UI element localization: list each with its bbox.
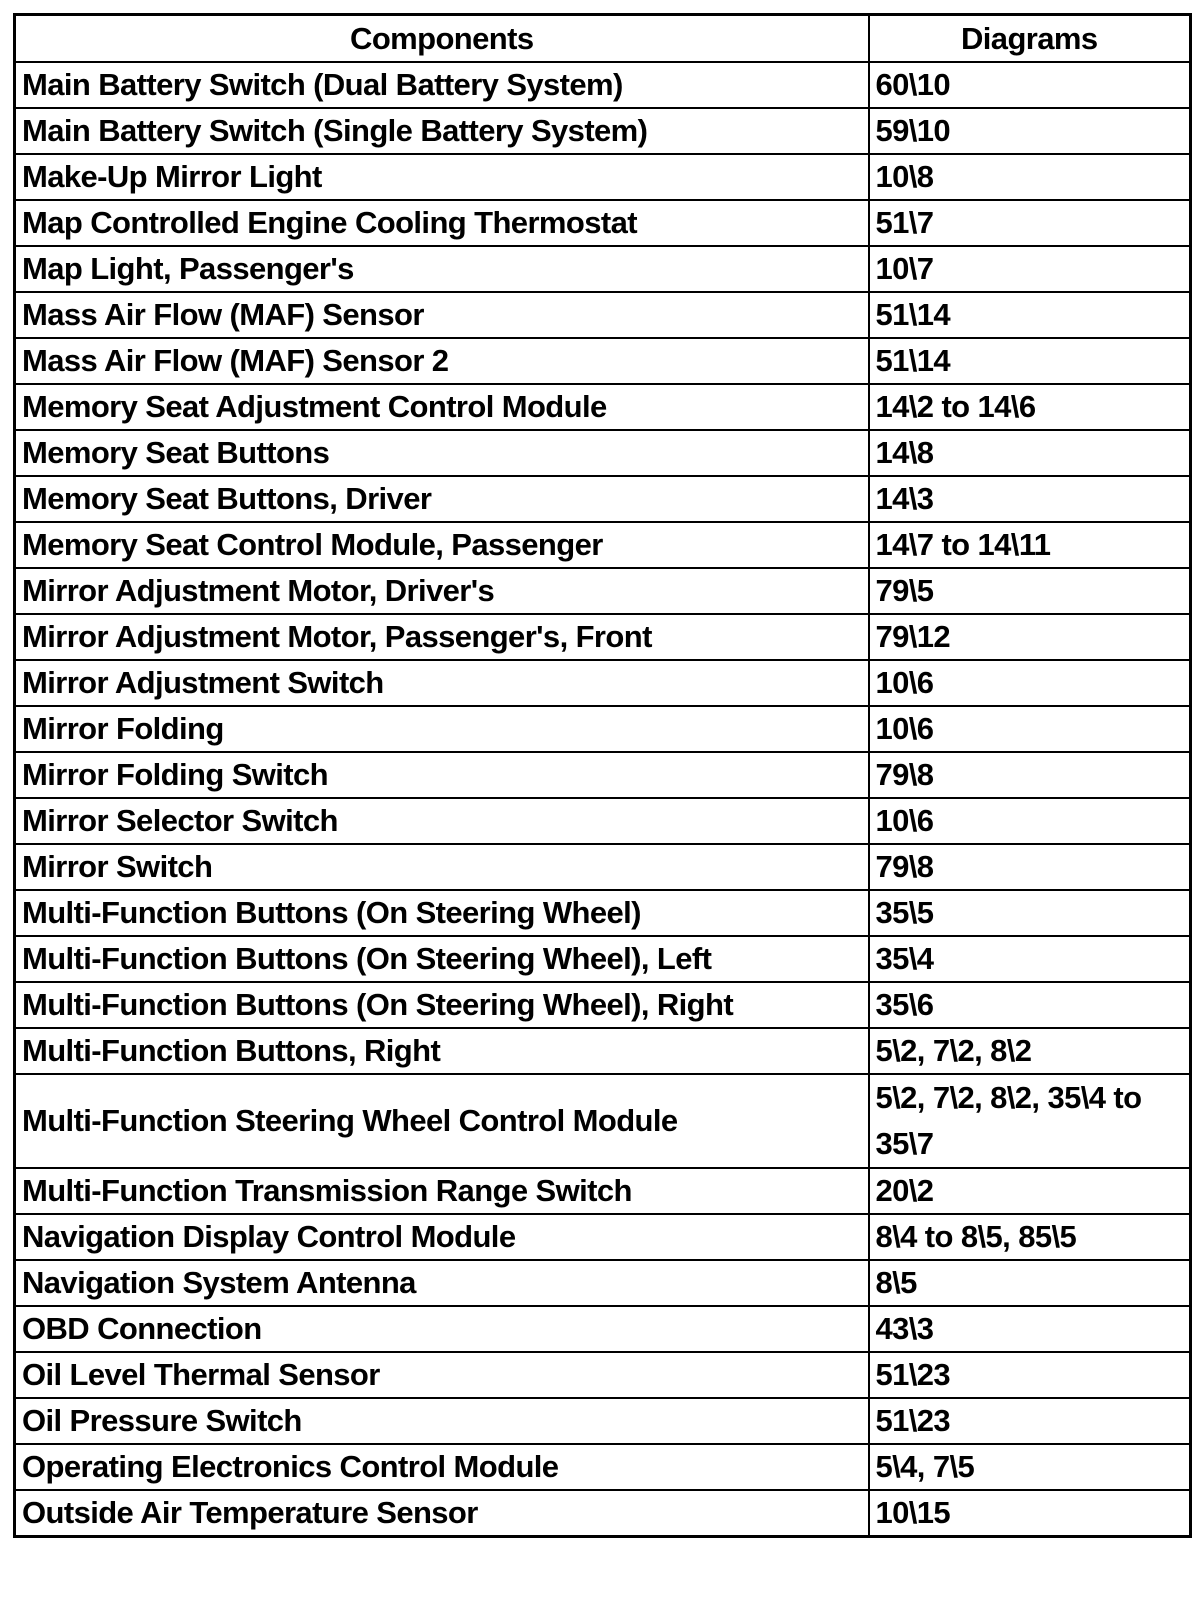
table-row — [15, 154, 1191, 200]
components-diagrams-page — [13, 13, 1192, 1538]
diagram-cell: 79\8 — [869, 844, 1191, 890]
table-row — [15, 62, 1191, 108]
diagram-cell: 14\7 to 14\11 — [869, 522, 1191, 568]
component-cell: Mirror Adjustment Motor, Driver's — [15, 568, 869, 614]
table-row — [15, 936, 1191, 982]
table-row — [15, 1028, 1191, 1074]
component-cell: Mass Air Flow (MAF) Sensor — [15, 292, 869, 338]
component-cell: Operating Electronics Control Module — [15, 1444, 869, 1490]
component-cell: Multi-Function Buttons (On Steering Wheel), Left — [15, 936, 869, 982]
component-cell: Map Controlled Engine Cooling Thermostat — [15, 200, 869, 246]
table-row — [15, 522, 1191, 568]
component-cell: Make-Up Mirror Light — [15, 154, 869, 200]
diagram-cell: 51\23 — [869, 1352, 1191, 1398]
table-row — [15, 1444, 1191, 1490]
component-cell: Multi-Function Transmission Range Switch — [15, 1168, 869, 1214]
diagram-cell: 14\2 to 14\6 — [869, 384, 1191, 430]
table-body — [15, 62, 1191, 1537]
component-cell: Outside Air Temperature Sensor — [15, 1490, 869, 1537]
diagram-cell: 10\15 — [869, 1490, 1191, 1537]
table-row — [15, 1214, 1191, 1260]
component-cell: Mirror Switch — [15, 844, 869, 890]
diagram-cell: 20\2 — [869, 1168, 1191, 1214]
column-header-components: Components — [15, 15, 869, 63]
diagram-cell: 5\2, 7\2, 8\2 — [869, 1028, 1191, 1074]
diagram-cell: 51\14 — [869, 292, 1191, 338]
diagram-cell: 79\5 — [869, 568, 1191, 614]
component-cell: Memory Seat Adjustment Control Module — [15, 384, 869, 430]
table-row — [15, 1352, 1191, 1398]
table-row — [15, 384, 1191, 430]
component-cell: Multi-Function Steering Wheel Control Module — [15, 1074, 869, 1168]
component-cell: Mirror Folding — [15, 706, 869, 752]
component-cell: Mirror Folding Switch — [15, 752, 869, 798]
diagram-cell: 79\12 — [869, 614, 1191, 660]
diagram-cell: 60\10 — [869, 62, 1191, 108]
diagram-cell: 10\8 — [869, 154, 1191, 200]
table-row — [15, 1490, 1191, 1537]
diagram-cell: 8\4 to 8\5, 85\5 — [869, 1214, 1191, 1260]
diagram-cell: 10\6 — [869, 798, 1191, 844]
diagram-cell: 10\6 — [869, 706, 1191, 752]
table-row — [15, 982, 1191, 1028]
diagram-cell: 5\4, 7\5 — [869, 1444, 1191, 1490]
component-cell: Navigation System Antenna — [15, 1260, 869, 1306]
table-row — [15, 200, 1191, 246]
component-cell: Multi-Function Buttons (On Steering Wheel) — [15, 890, 869, 936]
component-cell: Memory Seat Control Module, Passenger — [15, 522, 869, 568]
diagram-cell: 79\8 — [869, 752, 1191, 798]
component-cell: Oil Level Thermal Sensor — [15, 1352, 869, 1398]
table-row — [15, 752, 1191, 798]
column-header-diagrams: Diagrams — [869, 15, 1191, 63]
table-row — [15, 338, 1191, 384]
component-cell: Map Light, Passenger's — [15, 246, 869, 292]
component-cell: Mass Air Flow (MAF) Sensor 2 — [15, 338, 869, 384]
component-cell: Memory Seat Buttons — [15, 430, 869, 476]
component-cell: Oil Pressure Switch — [15, 1398, 869, 1444]
component-cell: Memory Seat Buttons, Driver — [15, 476, 869, 522]
diagram-cell: 5\2, 7\2, 8\2, 35\4 to 35\7 — [869, 1074, 1191, 1168]
table-row — [15, 430, 1191, 476]
table-row — [15, 108, 1191, 154]
table-row — [15, 476, 1191, 522]
diagram-cell: 10\7 — [869, 246, 1191, 292]
table-row — [15, 292, 1191, 338]
diagram-cell: 35\5 — [869, 890, 1191, 936]
table-row — [15, 614, 1191, 660]
component-cell: OBD Connection — [15, 1306, 869, 1352]
table-row — [15, 1306, 1191, 1352]
table-row — [15, 844, 1191, 890]
component-cell: Multi-Function Buttons, Right — [15, 1028, 869, 1074]
diagram-cell: 35\4 — [869, 936, 1191, 982]
table-row — [15, 246, 1191, 292]
table-header-row — [15, 15, 1191, 63]
table-row — [15, 798, 1191, 844]
components-table — [13, 13, 1192, 1538]
table-row — [15, 890, 1191, 936]
component-cell: Mirror Adjustment Switch — [15, 660, 869, 706]
table-row — [15, 1398, 1191, 1444]
table-row — [15, 706, 1191, 752]
component-cell: Multi-Function Buttons (On Steering Wheel), Right — [15, 982, 869, 1028]
table-row — [15, 1260, 1191, 1306]
table-row — [15, 568, 1191, 614]
component-cell: Mirror Adjustment Motor, Passenger's, Front — [15, 614, 869, 660]
diagram-cell: 8\5 — [869, 1260, 1191, 1306]
diagram-cell: 14\8 — [869, 430, 1191, 476]
component-cell: Mirror Selector Switch — [15, 798, 869, 844]
diagram-cell: 59\10 — [869, 108, 1191, 154]
diagram-cell: 51\7 — [869, 200, 1191, 246]
table-row — [15, 660, 1191, 706]
diagram-cell: 35\6 — [869, 982, 1191, 1028]
diagram-cell: 10\6 — [869, 660, 1191, 706]
diagram-cell: 43\3 — [869, 1306, 1191, 1352]
component-cell: Navigation Display Control Module — [15, 1214, 869, 1260]
diagram-cell: 14\3 — [869, 476, 1191, 522]
component-cell: Main Battery Switch (Dual Battery System) — [15, 62, 869, 108]
diagram-cell: 51\14 — [869, 338, 1191, 384]
table-row — [15, 1168, 1191, 1214]
diagram-cell: 51\23 — [869, 1398, 1191, 1444]
component-cell: Main Battery Switch (Single Battery System) — [15, 108, 869, 154]
table-row — [15, 1074, 1191, 1168]
